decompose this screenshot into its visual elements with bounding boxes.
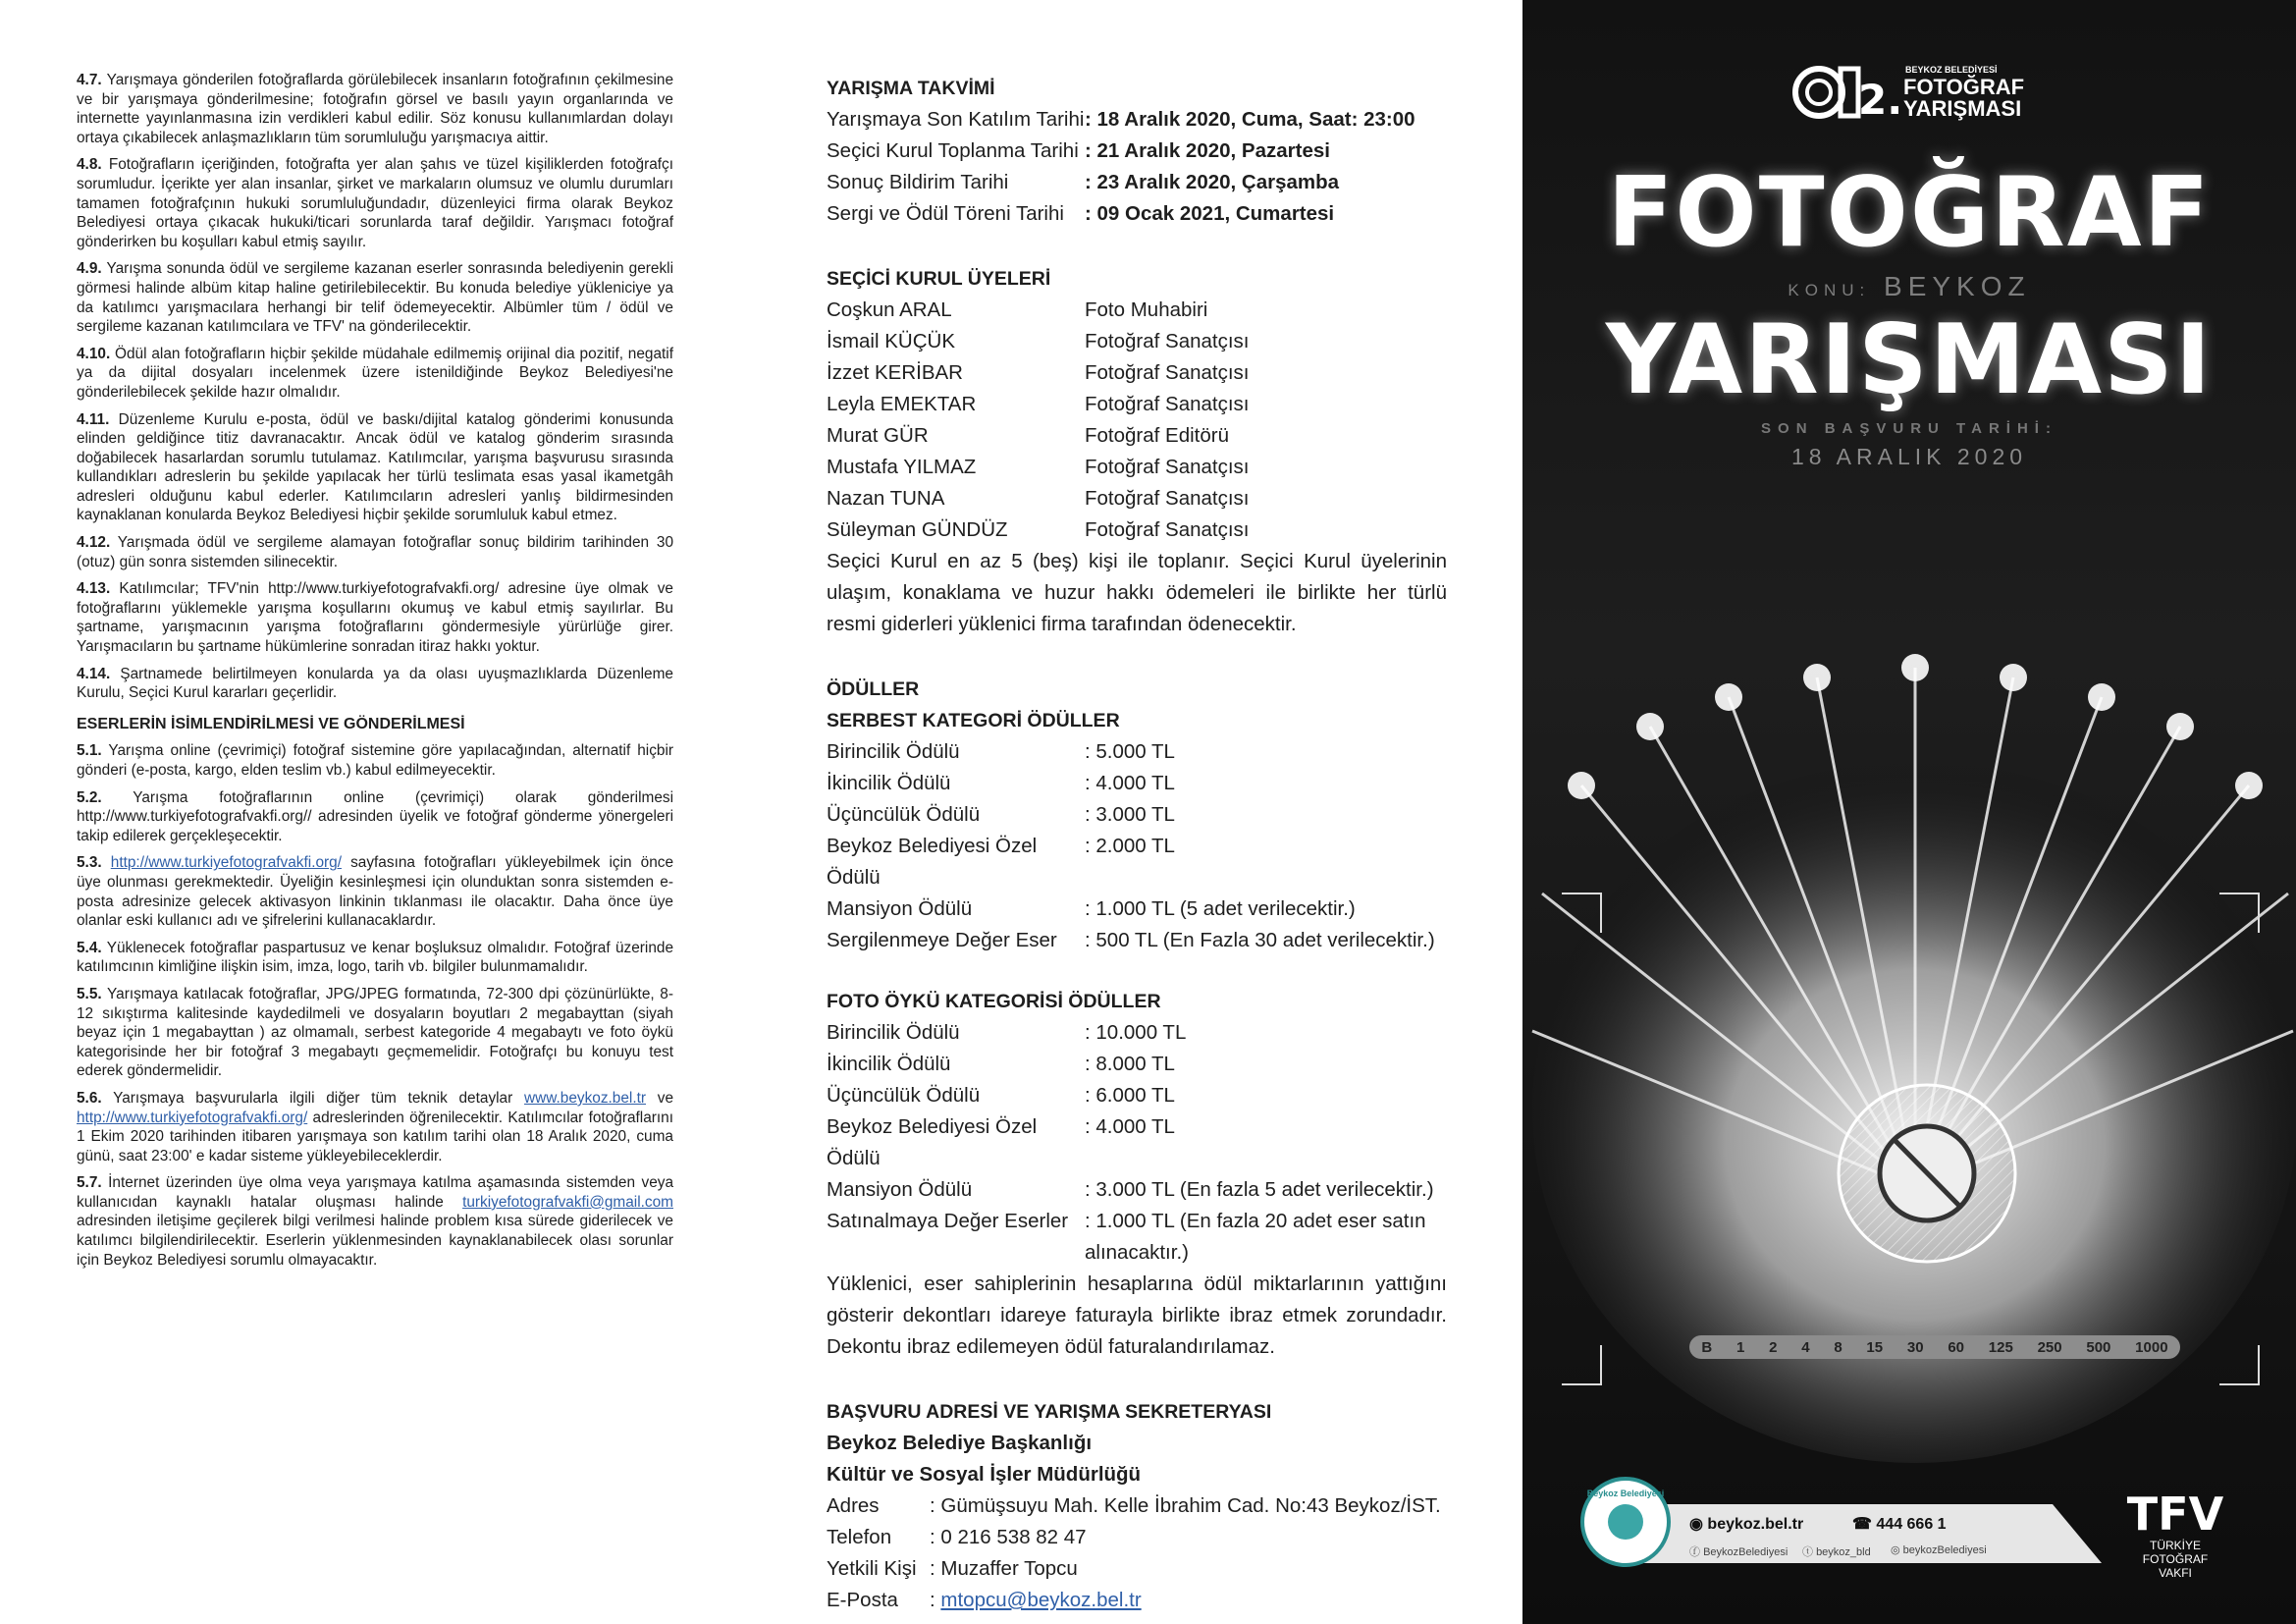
twitter-handle[interactable]: ⓣ beykoz_bld [1802, 1546, 1871, 1558]
svg-text:VAKFI: VAKFI [2159, 1566, 2192, 1580]
lens-icon [1795, 69, 1842, 116]
jury-list [827, 295, 1447, 546]
logo-line2: YARIŞMASI [1903, 96, 2022, 121]
cover-title-1: FOTOĞRAF [1607, 157, 2212, 269]
rule-4-9: 4.9. Yarışma sonunda ödül ve sergileme kazanan eserler sonrasında belediyenin gerekli görmesi halinde albüm kitap haline getirilebilecektir. Bu konuda belediye yükleniciye ya da katılımcı yarışmacılara herhangi bir telif ödemeyecektir. Albümler tüm / ödül ve sergileme kazanan katılımcılara ve TFV' na gönderilecektir. [77, 260, 673, 336]
award-row: Birincilik Ödülü : 5.000 TL [827, 740, 1175, 763]
jury-row: Coşkun ARAL Foto Muhabiri [827, 298, 1208, 321]
awards-note: Yüklenici, eser sahiplerinin hesaplarına ödül miktarlarının yattığını gösterir dekontları idareye faturayla birlikte ibraz etmek zorundadır. Dekontu ibraz edilemeyen ödül faturalandırılamaz. [827, 1272, 1447, 1358]
shutter-scale: B 1 2 4 8 15 30 60 125 250 500 1000 [1689, 1335, 2180, 1359]
calendar-title: YARIŞMA TAKVİMİ [827, 78, 995, 99]
cover-panel [1522, 0, 2296, 1624]
web-icon: ◉ [1689, 1516, 1703, 1533]
jury-row: Mustafa YILMAZ Fotoğraf Sanatçısı [827, 456, 1250, 478]
award-row: Beykoz Belediyesi Özel Ödülü : 2.000 TL [827, 835, 1175, 889]
rule-4-10: 4.10. Ödül alan fotoğrafların hiçbir şekilde müdahale edilmemiş orijinal dia pozitif, negatif ya da dijital dosyaları incelenmek üzere istenildiğinde Beykoz Belediyesi'ne gönderilebilecek şekilde hazır olmalıdır. [77, 345, 673, 401]
tfv-link[interactable]: http://www.turkiyefotografvakfi.org/ [77, 1109, 308, 1126]
rule-4-11: 4.11. Düzenleme Kurulu e-posta, ödül ve baskı/dijital katalog gönderimi konusunda elinden geldiğince titiz davranacaktır. Ancak ödül ve katalog gönderim sırasında doğabilecek hasarlardan sorumlu tutulamaz. Katılımcılar, yarışma başvurusu sırasında kullandıkları adreslerin bu şekilde yapılacak her türlü teslimata esas yasal ikametgâh adresleri olduğunu kabul ederler. Katılımcıların adresleri yanlış bildirmesinden kaynaklanan konularda Beykoz Belediyesi hiçbir şekilde sorumluluk kabul etmez. [77, 410, 673, 524]
calendar-row: Sergi ve Ödül Töreni Tarihi : 09 Ocak 2021, Cumartesi [827, 202, 1335, 225]
award-row: Birincilik Ödülü : 10.000 TL [827, 1021, 1187, 1044]
jury-row: İsmail KÜÇÜK Fotoğraf Sanatçısı [827, 330, 1250, 352]
svg-text:FOTOĞRAF: FOTOĞRAF [2142, 1552, 2209, 1566]
logo-number: 2. [1858, 76, 1903, 124]
application-title: BAŞVURU ADRESİ VE YARIŞMA SEKRETERYASI [827, 1401, 1272, 1423]
org-name: Beykoz Belediye Başkanlığı [827, 1432, 1093, 1454]
deadline-label: SON BAŞVURU TARİHİ: [1761, 420, 2057, 437]
contest-logo [1789, 55, 2045, 124]
logo-line1: FOTOĞRAF [1903, 75, 2025, 99]
logo-org: BEYKOZ BELEDİYESİ [1905, 65, 1998, 75]
rule-5-5: 5.5. Yarışmaya katılacak fotoğraflar, JPG/JPEG formatında, 72-300 dpi çözünürlükte, 8-12 sıkıştırma kalitesinde kaydedilmeli ve dosyaların boyutları 2 megabayttan (siyah beyaz için 1 megabayttan ) az olmamalı, serbest kategoride 4 megabaytı ve foto öykü kategorisinde her bir fotoğraf 3 megabaytı geçmemelidir. Fotoğrafçı bu konuyu test ederek göndermelidir. [77, 985, 673, 1080]
rule-5-4: 5.4. Yüklenecek fotoğraflar paspartusuz ve kenar boşluksuz olmalıdır. Fotoğraf üzerinde katılımcının kimliğine ilişkin isim, imza, logo, tarih vb. bilgiler bulunmamalıdır. [77, 939, 673, 976]
free-category-list [827, 736, 1447, 956]
rule-5-6: 5.6. Yarışmaya başvurularla ilgili diğer tüm teknik detaylar www.beykoz.bel.tr ve http://www.turkiyefotografvakfi.org/ adreslerinden öğrenilecektir. Katılımcılar fotoğraflarını 1 Ekim 2020 tarihinden itibaren yarışmaya son katılım tarihi olan 18 Aralık 2020, cuma günü, saat 23:00' e kadar sisteme yükleyebileceklerdir. [77, 1089, 673, 1164]
award-row: İkincilik Ödülü : 8.000 TL [827, 1053, 1175, 1075]
jury-row: Nazan TUNA Fotoğraf Sanatçısı [827, 487, 1250, 510]
rule-4-14: 4.14. Şartnamede belirtilmeyen konularda ya da olası uyuşmazlıklarda Düzenleme Kurulu, Seçici Kurul kararları geçerlidir. [77, 665, 673, 702]
facebook-handle[interactable]: ⓕ BeykozBelediyesi [1689, 1546, 1789, 1558]
jury-row: Leyla EMEKTAR Fotoğraf Sanatçısı [827, 393, 1250, 415]
calendar-list [827, 104, 1447, 230]
instagram-icon: ◎ [1891, 1544, 1900, 1556]
award-row: Üçüncülük Ödülü : 3.000 TL [827, 803, 1175, 826]
email-link[interactable]: mtopcu@beykoz.bel.tr [940, 1589, 1142, 1611]
rule-4-12: 4.12. Yarışmada ödül ve sergileme alamayan fotoğraflar sonuç bildirim tarihinden 30 (otuz) gün sonra sistemden silinecektir. [77, 534, 674, 570]
rule-5-2: 5.2. Yarışma fotoğraflarının online (çevrimiçi) olarak gönderilmesi http://www.turkiyefotografvakfi.org// adresinden üyelik ve fotoğraf gönderme yönergeleri takip edilerek gerçekleşecektir. [77, 788, 673, 844]
rule-4-7: 4.7. Yarışmaya gönderilen fotoğraflarda görülebilecek insanların fotoğrafının çekilmesine ve bir yarışmaya gönderilmesine; fotoğrafın görsel ve basılı yayın organlarında ve internette yayınlanmasına izin verdikleri kabul edilir. Söz konusu kullanımlardan dolayı ortaya çıkabilecek anlaşmazlıkların tüm sorumluluğu yarışmacıya aittir. [77, 72, 674, 146]
rules-column [77, 71, 673, 1277]
photo-story-list [827, 1017, 1447, 1269]
jury-row: Murat GÜR Fotoğraf Editörü [827, 424, 1229, 447]
jury-row: İzzet KERİBAR Fotoğraf Sanatçısı [827, 361, 1250, 384]
phone-icon: ☎ [1852, 1516, 1872, 1533]
jury-title: SEÇİCİ KURUL ÜYELERİ [827, 268, 1051, 290]
contact-row: Adres : Gümüşsuyu Mah. Kelle İbrahim Cad. No:43 Beykoz/İST. [827, 1494, 1441, 1517]
cover-title-2: YARIŞMASI [1605, 304, 2214, 416]
photo-story-title: FOTO ÖYKÜ KATEGORİSİ ÖDÜLLER [827, 991, 1161, 1012]
phone-text: ☎ 444 666 1 [1852, 1516, 1947, 1533]
jury-note: Seçici Kurul en az 5 (beş) kişi ile toplanır. Seçici Kurul üyelerinin ulaşım, konaklama ve huzur hakkı ödemeleri ile birlikte her türlü resmi giderleri yüklenici firma tarafından ödenecektir. [827, 550, 1447, 635]
svg-text:TÜRKİYE: TÜRKİYE [2149, 1539, 2202, 1552]
rule-4-13: 4.13. Katılımcılar; TFV'nin http://www.turkiyefotografvakfi.org/ adresine üye olmak ve fotoğraflarını yüklemekle yarışma koşullarını okumuş ve kabul etmiş sayılırlar. Bu şartname, yarışmacının yarışma fotoğraflarını göndermesiyle yürürlüğe girer. Yarışmacıların bu şartname hükümlerine sonradan itiraz hakkı yoktur. [77, 580, 673, 656]
instagram-handle[interactable]: ◎ beykozBelediyesi [1891, 1544, 1987, 1556]
cover-subject: KONU: BEYKOZ [1788, 271, 2031, 301]
website-text[interactable]: ◉ beykoz.bel.tr [1689, 1516, 1804, 1533]
award-row: Üçüncülük Ödülü : 6.000 TL [827, 1084, 1175, 1107]
tfv-logo [2121, 1483, 2229, 1591]
section-heading: ESERLERİN İSİMLENDİRİLMESİ VE GÖNDERİLMESİ [77, 715, 465, 732]
award-row: Beykoz Belediyesi Özel Ödülü : 4.000 TL [827, 1115, 1175, 1169]
contact-row: Telefon : 0 216 538 82 47 [827, 1526, 1087, 1548]
tfv-link[interactable]: http://www.turkiyefotografvakfi.org/ [110, 854, 342, 872]
free-category-title: SERBEST KATEGORİ ÖDÜLLER [827, 710, 1120, 731]
award-row: Sergilenmeye Değer Eser : 500 TL (En Fazla 30 adet verilecektir.) [827, 929, 1435, 951]
award-row: Mansiyon Ödülü : 1.000 TL (5 adet verilecektir.) [827, 897, 1356, 920]
award-row: Mansiyon Ödülü : 3.000 TL (En fazla 5 adet verilecektir.) [827, 1178, 1434, 1201]
calendar-row: Yarışmaya Son Katılım Tarihi : 18 Aralık 2020, Cuma, Saat: 23:00 [827, 108, 1415, 131]
facebook-icon: ⓕ [1689, 1546, 1700, 1558]
twitter-icon: ⓣ [1802, 1546, 1813, 1558]
award-row: İkincilik Ödülü : 4.000 TL [827, 772, 1175, 794]
deadline-date: 18 ARALIK 2020 [1790, 444, 2028, 469]
calendar-row: Sonuç Bildirim Tarihi : 23 Aralık 2020, Çarşamba [827, 171, 1340, 193]
contact-row: E-Posta : mtopcu@beykoz.bel.tr [827, 1589, 1142, 1611]
info-column [827, 73, 1447, 1616]
awards-title: ÖDÜLLER [827, 678, 920, 700]
svg-text:Beykoz Belediyesi: Beykoz Belediyesi [1586, 1489, 1665, 1498]
calendar-row: Seçici Kurul Toplanma Tarihi : 21 Aralık 2020, Pazartesi [827, 139, 1330, 162]
rule-5-1: 5.1. Yarışma online (çevrimiçi) fotoğraf sistemine göre yapılacağından, alternatif hiçbir gönderi (e-posta, kargo, elden teslim vb.) kabul edilmeyecektir. [77, 742, 673, 779]
award-row: Satınalmaya Değer Eserler : 1.000 TL (En fazla 20 adet eser satın alınacaktır.) [827, 1210, 1426, 1264]
rule-5-7: 5.7. İnternet üzerinden üye olma veya yarışmaya katılma aşamasında sistemden veya kullanıcıdan kaynaklı hatalar oluşması halinde turkiyefotografvakfi@gmail.com adresinden iletişime geçilerek bilgi verilmesi halinde problem kısa sürede giderilecek ve katılımcı bilgilendirilecektir. Eserlerin yüklenmesinden kaynaklanabilecek olası sorunlar için Beykoz Belediyesi sorumlu olmayacaktır. [77, 1174, 674, 1269]
beykoz-link[interactable]: www.beykoz.bel.tr [523, 1089, 647, 1107]
jury-row: Süleyman GÜNDÜZ Fotoğraf Sanatçısı [827, 518, 1250, 541]
rule-5-3: 5.3. http://www.turkiyefotografvakfi.org/ sayfasına fotoğrafları yükleyebilmek için önce üye olunması gerekmektedir. Üyeliğin kesinleşmesi için olunduktan sonra sistemden e-posta adresinize gelecek aktivasyon linkinin tıklanması ile olacaktır. Daha önce üye olanlar eski kullanıcı adı ve şifrelerini kullanacaklardır. [77, 854, 674, 930]
rule-4-8: 4.8. Fotoğrafların içeriğinden, fotoğrafta yer alan şahıs ve tüzel kişiliklerden fotoğrafçı sorumludur. İçerikte yer alan insanlar, şirket ve markaların olumsuz ve olumlu durumları tamamen fotoğrafçının hukuki sorumluluğundadır, düzenleyici firma olarak Beykoz Belediyesi ortaya çıkacak hukuki/ticari sorunlarda taraf değildir. Yarışmacı fotoğraf gönderirken bu koşulları kabul etmiş sayılır. [77, 156, 674, 250]
svg-text:TFV: TFV [2126, 1488, 2224, 1541]
org-department: Kültür ve Sosyal İşler Müdürlüğü [827, 1463, 1142, 1486]
tfv-email-link[interactable]: turkiyefotografvakfi@gmail.com [462, 1193, 673, 1211]
contact-row: Yetkili Kişi : Muzaffer Topcu [827, 1557, 1078, 1580]
